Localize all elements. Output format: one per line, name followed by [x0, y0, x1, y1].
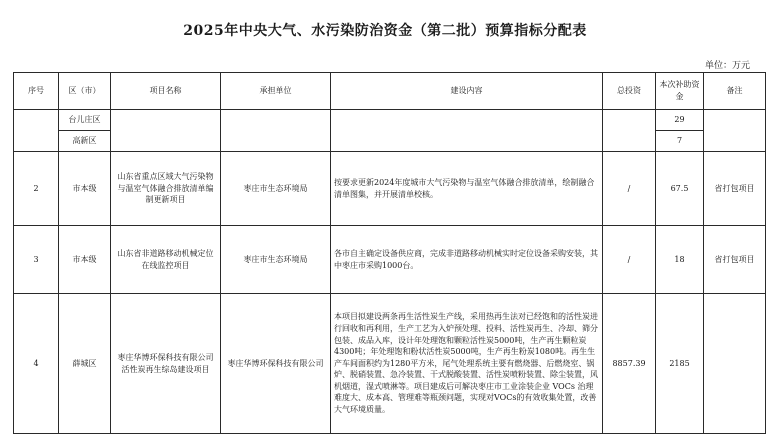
cell-project: 山东省重点区域大气污染物与温室气体融合排放清单编制更新项目: [111, 152, 221, 226]
cell-content: 本项目拟建设两条再生活性炭生产线，采用热再生法对已经饱和的活性炭进行回收和再利用，生产工艺为入炉预处理、投料、活性炭再生、冷却、筛分包装、成品入库，设计年处理饱和颗粒活性炭5000吨，生产再生颗粒炭4300吨；年处理饱和粉状活性炭5000吨，生产再生粉炭1080吨。再生生产车间面积约为1280平方米，尾气处理系统主要有燃烧器、后燃烧室、锅炉、脱硝装置、急冷装置、干式脱酸装置、活性炭喷粉装置、除尘装置，风机烟道，湿式喷淋等。项目建成后可解决枣庄市工业涂装企业 VOCs 治理难度大、成本高、管理难等瓶颈问题，实现对VOCs的有效收集处置，改善大气环境质量。: [331, 294, 603, 434]
cell-funding: 2185: [656, 294, 704, 434]
cell-remark: 省打包项目: [704, 152, 766, 226]
cell-total: [603, 110, 656, 152]
cell-no: 4: [14, 294, 59, 434]
cell-funding: 29: [656, 110, 704, 131]
table-row: [14, 226, 766, 294]
cell-content: 各市自主确定设备供应商，完成非道路移动机械实时定位设备采购安装，其中枣庄市采购1000台。: [331, 226, 603, 294]
header-project: 项目名称: [111, 73, 221, 110]
allocation-table: [13, 72, 766, 434]
unit-label: 单位：万元: [704, 61, 750, 71]
cell-district: 市本级: [59, 152, 111, 226]
cell-unit: 枣庄市生态环境局: [221, 226, 331, 294]
table-header-row: [14, 73, 766, 110]
page-title: 2025年中央大气、水污染防治资金（第二批）预算指标分配表: [183, 23, 587, 39]
header-no: 序号: [14, 73, 59, 110]
cell-content: 按要求更新2024年度城市大气污染物与温室气体融合排放清单，绘制融合清单图集，并开展清单校核。: [331, 152, 603, 226]
cell-district: 薛城区: [59, 294, 111, 434]
table-row: [14, 110, 766, 131]
cell-total: /: [603, 152, 656, 226]
cell-remark: [704, 294, 766, 434]
header-district: 区（市）: [59, 73, 111, 110]
cell-no: 2: [14, 152, 59, 226]
cell-district: 台儿庄区: [59, 110, 111, 131]
cell-no: 3: [14, 226, 59, 294]
cell-remark: 省打包项目: [704, 226, 766, 294]
header-remark: 备注: [704, 73, 766, 110]
cell-unit: 枣庄华博环保科技有限公司: [221, 294, 331, 434]
table-row: [14, 152, 766, 226]
cell-funding: 18: [656, 226, 704, 294]
cell-total: /: [603, 226, 656, 294]
cell-no: [14, 110, 59, 152]
cell-remark: [704, 110, 766, 152]
cell-project: [111, 110, 221, 152]
header-content: 建设内容: [331, 73, 603, 110]
cell-district: 市本级: [59, 226, 111, 294]
cell-project: 枣庄华博环保科技有限公司活性炭再生综岛建设项目: [111, 294, 221, 434]
table-row: [14, 294, 766, 434]
cell-district: 高新区: [59, 131, 111, 152]
cell-unit: 枣庄市生态环境局: [221, 152, 331, 226]
cell-content: [331, 110, 603, 152]
header-unit: 承担单位: [221, 73, 331, 110]
cell-project: 山东省非道路移动机械定位在线监控项目: [111, 226, 221, 294]
cell-funding: 67.5: [656, 152, 704, 226]
cell-total: 8857.39: [603, 294, 656, 434]
header-funding: 本次补助资金: [656, 73, 704, 110]
header-total: 总投资: [603, 73, 656, 110]
cell-unit: [221, 110, 331, 152]
cell-funding: 7: [656, 131, 704, 152]
